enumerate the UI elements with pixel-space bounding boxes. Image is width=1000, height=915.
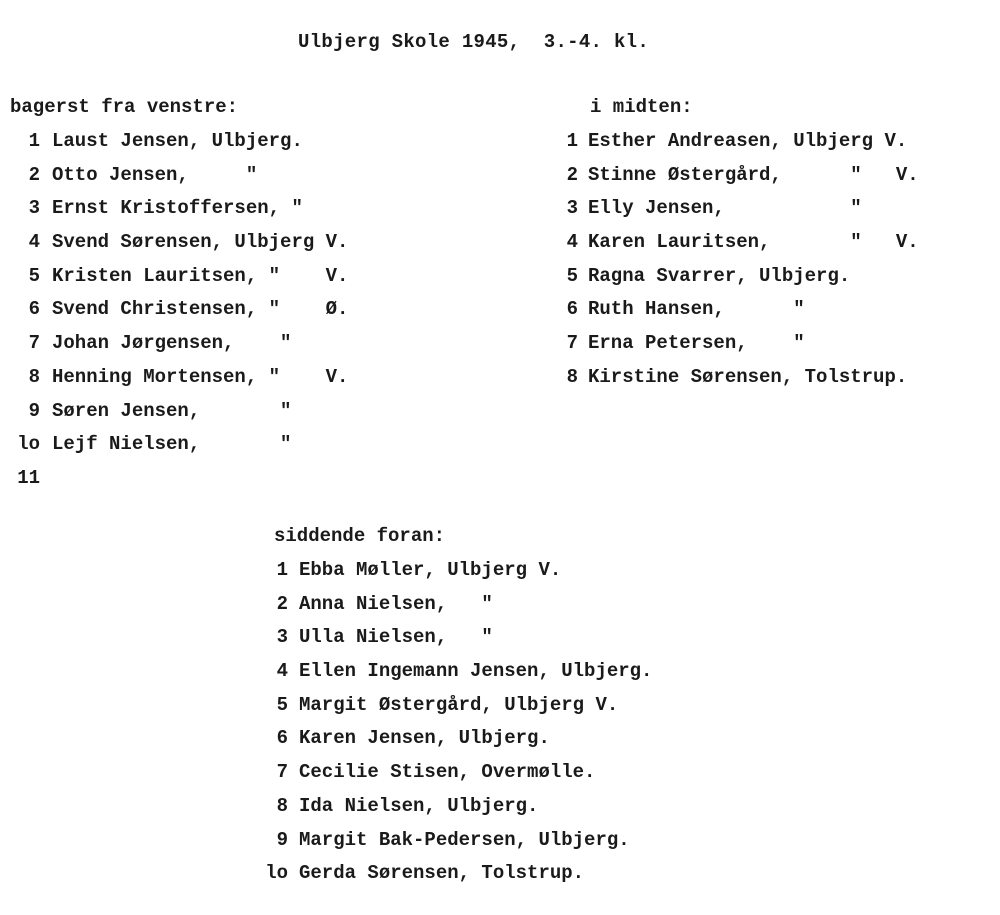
front-row-list [258, 524, 652, 895]
item-text: Ebba Møller, Ulbjerg V. [299, 559, 562, 581]
list-item [258, 592, 652, 626]
item-number: 1 [28, 130, 40, 152]
list-item [10, 331, 348, 365]
list-item [10, 466, 348, 500]
list-item [560, 230, 919, 264]
middle-row-heading: i midten: [590, 96, 693, 118]
item-number: 4 [566, 231, 578, 254]
item-number: 1 [566, 130, 578, 152]
item-text: Stinne Østergård, " V. [588, 163, 919, 186]
item-number: 2 [28, 163, 40, 186]
item-text: Karen Lauritsen, " V. [588, 231, 919, 254]
item-number: 1 [276, 559, 288, 581]
list-item [10, 432, 348, 466]
list-item [10, 129, 348, 163]
list-item [10, 399, 348, 433]
item-text: Cecilie Stisen, Overmølle. [299, 761, 596, 784]
item-number: 9 [28, 399, 40, 422]
item-number: 5 [28, 264, 40, 287]
list-item [258, 861, 652, 895]
item-number: 8 [276, 794, 288, 817]
list-item [10, 365, 348, 399]
item-text: Laust Jensen, Ulbjerg. [52, 130, 303, 152]
list-item [10, 163, 348, 197]
item-text: Svend Sørensen, Ulbjerg V. [52, 231, 349, 254]
list-item [258, 794, 652, 828]
item-number: lo [17, 433, 40, 456]
list-item [258, 659, 652, 693]
item-number: 5 [566, 264, 578, 287]
document-title: Ulbjerg Skole 1945, 3.-4. kl. [298, 31, 650, 53]
item-number: 8 [566, 365, 578, 388]
item-text [40, 466, 52, 500]
item-text: Erna Petersen, " [588, 332, 805, 355]
list-item [258, 760, 652, 794]
item-text: Henning Mortensen, " V. [52, 365, 349, 388]
list-item [560, 129, 919, 163]
item-number: 7 [28, 332, 40, 355]
item-number: 4 [276, 660, 288, 683]
back-row-heading: bagerst fra venstre: [10, 96, 239, 118]
item-number: 2 [566, 163, 578, 186]
list-item [560, 163, 919, 197]
front-row-heading: siddende foran: [274, 525, 446, 547]
item-text: Ernst Kristoffersen, " [52, 197, 303, 220]
item-text: Ellen Ingemann Jensen, Ulbjerg. [299, 660, 653, 683]
list-item [560, 365, 919, 399]
item-text: Søren Jensen, " [52, 399, 292, 422]
list-item [10, 264, 348, 298]
item-number: 11 [17, 466, 40, 489]
item-text: Johan Jørgensen, " [52, 332, 292, 355]
middle-row-list [560, 95, 919, 399]
item-text: Kirstine Sørensen, Tolstrup. [588, 365, 908, 388]
item-number: 7 [566, 332, 578, 355]
list-item [258, 828, 652, 862]
item-number: 8 [28, 365, 40, 388]
item-text: Anna Nielsen, " [299, 592, 493, 615]
back-row-list [10, 95, 348, 500]
list-item [258, 693, 652, 727]
item-number: 6 [566, 298, 578, 321]
item-number: 3 [28, 197, 40, 220]
item-number: 4 [28, 231, 40, 254]
item-text: Margit Bak-Pedersen, Ulbjerg. [299, 828, 630, 851]
item-text: Kristen Lauritsen, " V. [52, 264, 349, 287]
item-number: 3 [276, 626, 288, 649]
list-item [10, 230, 348, 264]
list-item [258, 726, 652, 760]
item-number: lo [265, 862, 288, 885]
item-number: 6 [276, 727, 288, 750]
item-number: 9 [276, 828, 288, 851]
item-text: Ragna Svarrer, Ulbjerg. [588, 264, 851, 287]
list-item [560, 196, 919, 230]
list-item [10, 196, 348, 230]
list-item [560, 264, 919, 298]
item-text: Elly Jensen, " [588, 197, 862, 220]
item-text: Margit Østergård, Ulbjerg V. [299, 693, 619, 716]
item-text: Lejf Nielsen, " [52, 433, 292, 456]
item-number: 2 [276, 592, 288, 615]
item-number: 6 [28, 298, 40, 321]
item-text: Svend Christensen, " Ø. [52, 298, 349, 321]
item-number: 7 [276, 761, 288, 784]
item-number: 5 [276, 693, 288, 716]
list-item [258, 625, 652, 659]
item-text: Ruth Hansen, " [588, 298, 805, 321]
list-item [560, 331, 919, 365]
list-item [10, 297, 348, 331]
list-item [258, 558, 652, 592]
item-text: Ulla Nielsen, " [299, 626, 493, 649]
item-text: Esther Andreasen, Ulbjerg V. [588, 130, 908, 152]
item-text: Ida Nielsen, Ulbjerg. [299, 794, 539, 817]
item-text: Otto Jensen, " [52, 163, 258, 186]
item-text: Karen Jensen, Ulbjerg. [299, 727, 550, 750]
list-item [560, 297, 919, 331]
item-number: 3 [566, 197, 578, 220]
item-text: Gerda Sørensen, Tolstrup. [299, 862, 585, 885]
